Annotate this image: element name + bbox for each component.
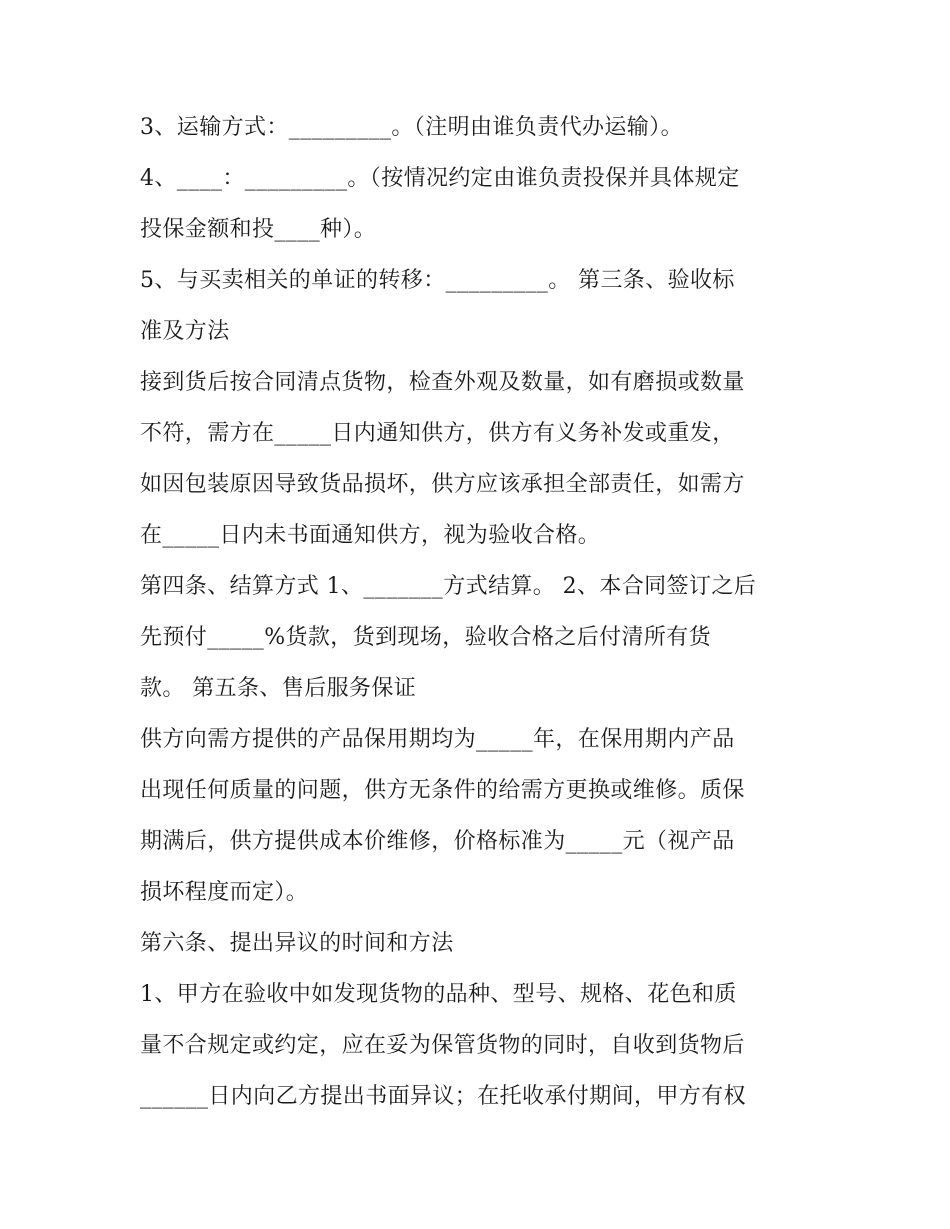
text-line: 量不合规定或约定，应在妥为保管货物的同时，自收到货物后 [140, 1033, 745, 1058]
text-line: 4、____：_________。（按情况约定由谁负责投保并具体规定 [140, 166, 740, 191]
text-line: 接到货后按合同清点货物，检查外观及数量，如有磨损或数量 [140, 370, 745, 395]
text-line: 1、甲方在验收中如发现货物的品种、型号、规格、花色和质 [140, 982, 737, 1007]
text-line: 供方向需方提供的产品保用期均为_____年，在保用期内产品 [140, 727, 735, 752]
text-line: 出现任何质量的问题，供方无条件的给需方更换或维修。质保 [140, 778, 745, 803]
text-line: 期满后，供方提供成本价维修，价格标准为_____元（视产品 [140, 829, 735, 854]
text-line: ______日内向乙方提出书面异议；在托收承付期间，甲方有权 [140, 1084, 747, 1109]
text-line: 在_____日内未书面通知供方，视为验收合格。 [140, 523, 601, 548]
text-line: 5、与买卖相关的单证的转移：_________。 第三条、验收标 [140, 268, 735, 293]
text-line: 损坏程度而定）。 [140, 880, 309, 905]
text-line: 3、运输方式：_________。（注明由谁负责代办运输）。 [140, 115, 683, 140]
text-line: 第六条、提出异议的时间和方法 [140, 931, 454, 956]
text-line: 先预付_____%货款，货到现场，验收合格之后付清所有货 [140, 625, 712, 650]
text-line: 如因包装原因导致货品损坏，供方应该承担全部责任，如需方 [140, 472, 745, 497]
text-line: 不符，需方在_____日内通知供方，供方有义务补发或重发， [140, 421, 735, 446]
text-line: 准及方法 [140, 319, 230, 344]
text-line: 第四条、结算方式 1、_______方式结算。 2、本合同签订之后 [140, 574, 757, 599]
text-line: 款。 第五条、售后服务保证 [140, 676, 417, 701]
text-line: 投保金额和投____种）。 [140, 217, 377, 242]
